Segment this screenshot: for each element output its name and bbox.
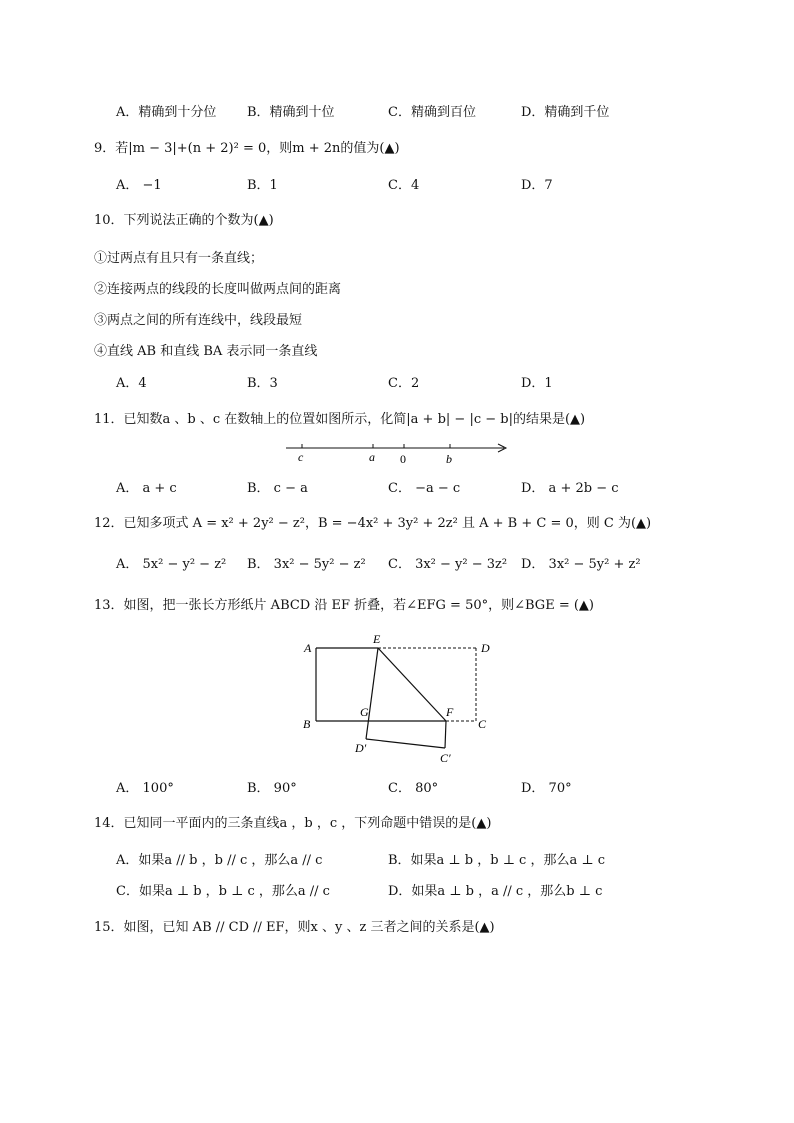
q12-option-b: B． 3x² − 5y² − z²: [247, 557, 366, 572]
q9-option-d: D．7: [521, 178, 553, 193]
q8-option-d: D．精确到千位: [521, 105, 610, 120]
q10-option-c: C．2: [388, 376, 420, 391]
label-F: F: [446, 705, 454, 719]
q10-statement-3: ③两点之间的所有连线中，线段最短: [94, 313, 303, 328]
q12-option-c: C． 3x² − y² − 3z²: [388, 557, 508, 572]
label-0: 0: [400, 452, 406, 466]
label-C: C: [478, 717, 487, 731]
q8-option-b: B．精确到十位: [247, 105, 335, 120]
q10-statement-4: ④直线 AB 和直线 BA 表示同一条直线: [94, 344, 318, 359]
q12-option-a: A． 5x² − y² − z²: [116, 557, 227, 572]
q14-option-d: D．如果a ⊥ b ，a // c ，那么b ⊥ c: [388, 884, 603, 899]
q12-option-d: D． 3x² − 5y² + z²: [521, 557, 641, 572]
edge-ED-prime: [366, 648, 378, 739]
q11-option-d: D． a + 2b − c: [521, 481, 619, 496]
label-E: E: [373, 632, 381, 646]
label-G: G: [360, 705, 369, 719]
label-c: c: [298, 450, 304, 464]
q13-option-a: A． 100°: [116, 781, 174, 796]
q13-option-b: B． 90°: [247, 781, 297, 796]
q11-option-a: A． a + c: [116, 481, 177, 496]
q10-option-d: D．1: [521, 376, 553, 391]
q9-option-b: B．1: [247, 178, 278, 193]
label-A: A: [304, 641, 312, 655]
label-B: B: [303, 717, 311, 731]
fold-EF: [378, 648, 446, 721]
q13-option-d: D． 70°: [521, 781, 572, 796]
q13-option-c: C． 80°: [388, 781, 439, 796]
number-line-figure: [280, 436, 520, 470]
label-a: a: [369, 450, 375, 464]
q9-option-a: A． −1: [116, 178, 162, 193]
q10-option-a: A．4: [116, 376, 147, 391]
label-b: b: [446, 452, 452, 466]
q12-stem: 12．已知多项式 A = x² + 2y² − z²，B = −4x² + 3y² + 2z² 且 A + B + C = 0，则 C 为(▲): [94, 516, 652, 531]
label-D: D: [481, 641, 490, 655]
edge-C-prime-F: [445, 721, 446, 748]
q14-option-c: C．如果a ⊥ b ，b ⊥ c ，那么a // c: [116, 884, 330, 899]
q10-stem: 10．下列说法正确的个数为(▲): [94, 213, 274, 228]
q10-statement-2: ②连接两点的线段的长度叫做两点间的距离: [94, 282, 342, 297]
q10-statement-1: ①过两点有且只有一条直线；: [94, 251, 264, 266]
q13-stem: 13．如图，把一张长方形纸片 ABCD 沿 EF 折叠，若∠EFG = 50°，则∠BGE = (▲): [94, 598, 594, 613]
q15-stem: 15．如图，已知 AB // CD // EF，则x 、y 、z 三者之间的关系是(▲): [94, 920, 495, 935]
q11-option-c: C． −a − c: [388, 481, 461, 496]
q9-stem: 9．若|m − 3|+(n + 2)² = 0，则m + 2n的值为(▲): [94, 141, 400, 156]
q9-option-c: C．4: [388, 178, 420, 193]
q11-stem: 11．已知数a 、b 、c 在数轴上的位置如图所示，化简|a + b| − |c − b|的结果是(▲): [94, 412, 586, 427]
q14-option-b: B．如果a ⊥ b ，b ⊥ c ，那么a ⊥ c: [388, 853, 605, 868]
q8-option-c: C．精确到百位: [388, 105, 476, 120]
q11-option-b: B． c − a: [247, 481, 308, 496]
q8-option-a: A．精确到十分位: [116, 105, 217, 120]
label-C-prime: C′: [440, 751, 451, 765]
label-D-prime: D′: [355, 741, 367, 755]
folded-rectangle-figure: [296, 628, 500, 768]
q14-stem: 14．已知同一平面内的三条直线a ，b ，c ，下列命题中错误的是(▲): [94, 816, 492, 831]
edge-D-prime-C-prime: [366, 739, 445, 748]
q14-option-a: A．如果a // b ，b // c ，那么a // c: [116, 853, 323, 868]
q10-option-b: B．3: [247, 376, 278, 391]
